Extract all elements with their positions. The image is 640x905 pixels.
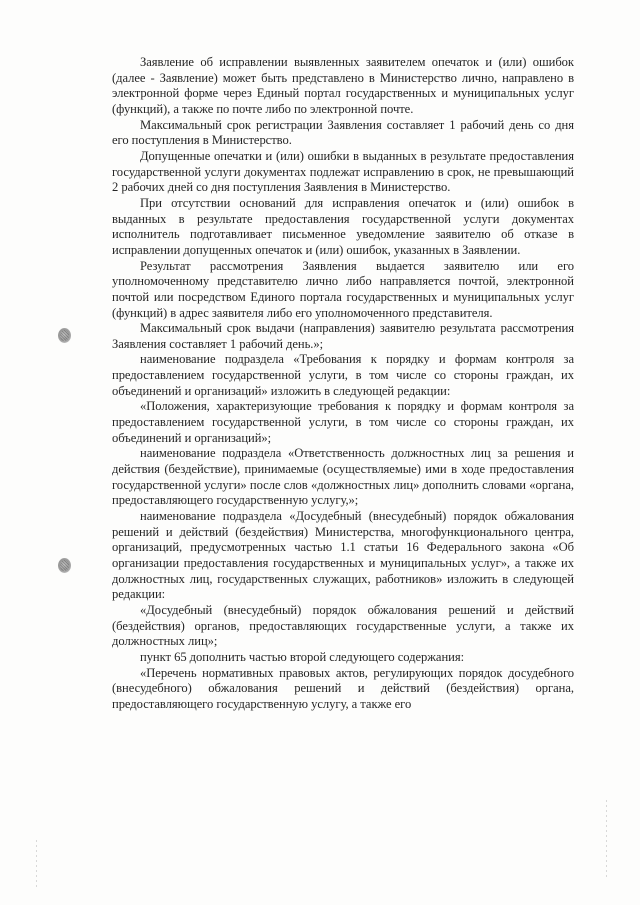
punch-hole-upper xyxy=(58,328,71,343)
punch-hole-lower xyxy=(58,558,71,573)
paragraph-registration-term: Максимальный срок регистрации Заявления составляет 1 рабочий день со дня его поступления в Министерство. xyxy=(112,117,574,148)
paragraph-result-term: Максимальный срок выдачи (направления) заявителю результата рассмотрения Заявления составляет 1 рабочий день.»; xyxy=(112,321,574,351)
paragraph-control-heading-change: наименование подраздела «Требования к порядку и формам контроля за предоставлением государственной услуги, в том числе со стороны граждан, их объединений и организаций» изложить в следующей редакции: xyxy=(112,352,574,398)
paragraph-legal-acts-list: «Перечень нормативных правовых актов, регулирующих порядок досудебного (внесудебного) обжалования решений и действий (бездействия) органа, предоставляющего государственную услугу, а также его xyxy=(112,665,574,711)
paragraph-result-delivery: Результат рассмотрения Заявления выдается заявителю или его уполномоченному представителю лично либо направляется почтой, электронной почтой или посредством Единого портала государственных и муниципальных услуг (функций) в адрес заявителя либо его уполномоченного представителя. xyxy=(112,258,574,320)
paragraph-responsibility-heading-change: наименование подраздела «Ответственность должностных лиц за решения и действия (бездействие), принимаемые (осуществляемые) ими в ходе предоставления государственной услуги» после слов «должностных лиц» дополнить словами «органа, предоставляющего государственную услугу,»; xyxy=(112,446,574,508)
paragraph-correction-term: Допущенные опечатки и (или) ошибки в выданных в результате предоставления государственной услуги документах подлежат исправлению в срок, не превышающий 2 рабочих дней со дня поступления Заявления в Министерство. xyxy=(112,148,574,195)
scan-edge-artifact-right xyxy=(606,800,607,880)
paragraph-control-heading-new: «Положения, характеризующие требования к порядку и формам контроля за предоставлением государственной услуги, в том числе со стороны граждан, их объединений и организаций»; xyxy=(112,399,574,445)
paragraph-item-65: пункт 65 дополнить частью второй следующего содержания: xyxy=(140,649,465,664)
paragraph-refusal-notice: При отсутствии оснований для исправления опечаток и (или) ошибок в выданных в результате предоставления государственной услуги документах исполнитель подготавливает письменное уведомление заявителю об отказе в исправлении допущенных опечаток и (или) ошибок, указанных в Заявлении. xyxy=(112,195,574,257)
paragraph-appeal-heading-change: наименование подраздела «Досудебный (внесудебный) порядок обжалования решений и действий (бездействия) Министерства, многофункционального центра, организаций, предусмотренных частью 1.1 статьи 16 Федерального закона «Об организации предоставления государственных и муниципальных услуг», а также их должностных лиц, государственных служащих, работников» изложить в следующей редакции: xyxy=(112,509,574,602)
paragraph-correction-application: Заявление об исправлении выявленных заявителем опечаток и (или) ошибок (далее - Заявление) может быть представлено в Министерство лично, направлено в электронной форме через Единый портал государственных и муниципальных услуг (функций), а также по почте либо по электронной почте. xyxy=(112,55,574,116)
scan-edge-artifact-left xyxy=(36,840,37,890)
document-body xyxy=(112,55,574,713)
paragraph-appeal-heading-new: «Досудебный (внесудебный) порядок обжалования решений и действий (бездействия) органов, предоставляющих государственные услуги, а также их должностных лиц»; xyxy=(112,602,574,649)
